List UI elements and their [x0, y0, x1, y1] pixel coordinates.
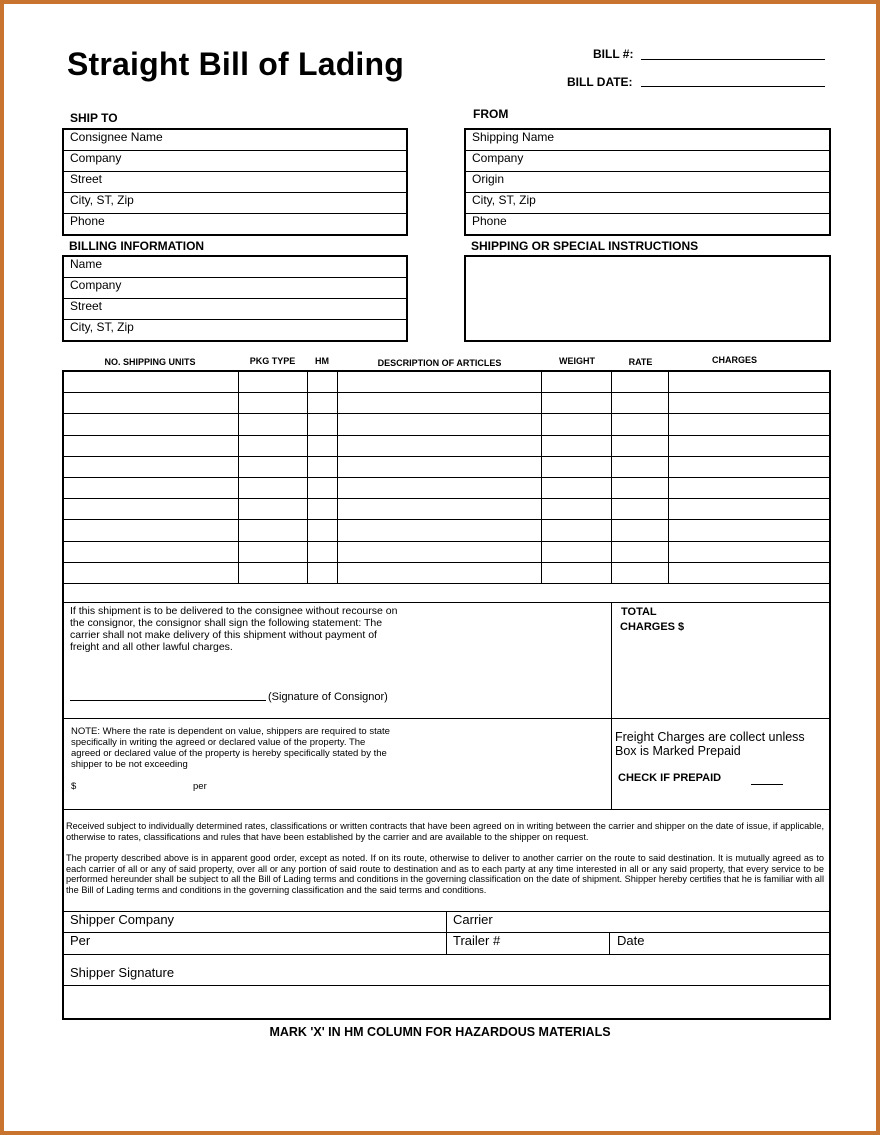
table-cell[interactable]: [337, 562, 542, 583]
billing-name-field[interactable]: Name: [64, 257, 406, 278]
table-cell[interactable]: [542, 414, 612, 435]
table-cell[interactable]: [337, 520, 542, 541]
billing-box: [62, 255, 408, 342]
page-title: Straight Bill of Lading: [67, 46, 405, 82]
table-cell[interactable]: [307, 520, 337, 541]
prepaid-check-field[interactable]: [751, 784, 783, 785]
ship-to-heading: SHIP TO: [70, 111, 118, 125]
table-cell[interactable]: [307, 562, 337, 583]
table-cell[interactable]: [542, 541, 612, 562]
table-cell[interactable]: [64, 520, 239, 541]
table-cell[interactable]: [64, 562, 239, 583]
table-cell[interactable]: [542, 435, 612, 456]
table-cell[interactable]: [307, 541, 337, 562]
check-prepaid-label: CHECK IF PREPAID: [618, 772, 722, 784]
table-cell[interactable]: [307, 414, 337, 435]
table-cell[interactable]: [337, 499, 542, 520]
table-row: [64, 499, 830, 520]
from-origin-field[interactable]: Origin: [466, 172, 829, 193]
table-cell[interactable]: [612, 456, 669, 477]
table-row: [64, 393, 830, 414]
divider: [63, 718, 830, 719]
table-cell[interactable]: [307, 477, 337, 498]
table-cell[interactable]: [337, 414, 542, 435]
ship-to-company-field[interactable]: Company: [64, 151, 406, 172]
instructions-heading: SHIPPING OR SPECIAL INSTRUCTIONS: [471, 239, 699, 253]
divider: [63, 985, 830, 986]
table-row: [64, 477, 830, 498]
table-cell[interactable]: [542, 499, 612, 520]
table-cell[interactable]: [542, 562, 612, 583]
divider: [609, 932, 610, 954]
terms-paragraph-2: The property described above is in apparent good order, except as noted. If on its route, otherwise to deliver to another carrier on the route to said destination. It is mutually agreed as to each carrier of all or any of said property, over all or any portion of said route to destination and as to each party at any time interested in all or any said property, that every service to be performed hereunder shall be subject to all the Bill of Lading terms and conditions in the governing classification on the date of shipment. Shipper hereby certifies that he is familiar with all the Bill of Lading terms and conditions in the governing classification and the said terms and conditions.: [66, 853, 824, 895]
declared-value-note: NOTE: Where the rate is dependent on value, shippers are required to state specifically in writing the agreed or declared value of the property. The agreed or declared value of the property is hereby specifically stated by the shipper to be not exceeding: [71, 726, 390, 770]
table-cell[interactable]: [337, 372, 542, 393]
items-table: [63, 371, 830, 584]
declared-value-dollar: $: [71, 781, 77, 792]
ship-to-box: [62, 128, 408, 236]
table-cell[interactable]: [337, 435, 542, 456]
from-phone-field[interactable]: Phone: [472, 214, 507, 228]
divider: [611, 602, 612, 809]
table-cell[interactable]: [238, 372, 307, 393]
from-box: [464, 128, 831, 236]
table-cell[interactable]: [612, 520, 669, 541]
freight-collect-text: Freight Charges are collect unless Box is Marked Prepaid: [615, 730, 805, 758]
carrier-field[interactable]: Carrier: [453, 912, 493, 927]
table-cell[interactable]: [612, 477, 669, 498]
bill-number-label: BILL #:: [593, 47, 634, 61]
table-cell[interactable]: [612, 372, 669, 393]
table-cell[interactable]: [337, 477, 542, 498]
ship-to-city-field[interactable]: City, ST, Zip: [64, 193, 406, 214]
table-cell[interactable]: [238, 414, 307, 435]
billing-company-field[interactable]: Company: [64, 278, 406, 299]
bill-date-field[interactable]: [641, 86, 825, 87]
trailer-field[interactable]: Trailer #: [453, 933, 501, 948]
table-cell[interactable]: [542, 393, 612, 414]
instructions-field[interactable]: [464, 255, 831, 342]
from-city-field[interactable]: City, ST, Zip: [466, 193, 829, 214]
consignor-signature-field[interactable]: [70, 700, 266, 701]
table-cell[interactable]: [669, 477, 830, 498]
per-field[interactable]: Per: [70, 933, 91, 948]
table-cell[interactable]: [64, 435, 239, 456]
table-cell[interactable]: [542, 520, 612, 541]
table-cell[interactable]: [238, 499, 307, 520]
billing-street-field[interactable]: Street: [64, 299, 406, 320]
total-label: TOTAL: [621, 606, 657, 618]
billing-city-field[interactable]: City, ST, Zip: [70, 320, 134, 334]
table-cell[interactable]: [612, 435, 669, 456]
table-cell[interactable]: [238, 477, 307, 498]
table-cell[interactable]: [64, 393, 239, 414]
table-cell[interactable]: [337, 541, 542, 562]
col-description: DESCRIPTION OF ARTICLES: [377, 358, 502, 368]
table-cell[interactable]: [612, 541, 669, 562]
table-row: [64, 435, 830, 456]
divider: [446, 911, 447, 954]
divider: [63, 954, 830, 955]
table-cell[interactable]: [542, 477, 612, 498]
table-cell[interactable]: [64, 499, 239, 520]
col-charges: CHARGES: [711, 355, 757, 365]
terms-paragraph-1: Received subject to individually determined rates, classifications or written contracts that have been agreed on in writing between the carrier and shipper on the date of issue, if applicable, otherwise to rates, classifications and rules that have been established by the carrier and are available to the shipper on request.: [66, 821, 824, 842]
table-cell[interactable]: [64, 541, 239, 562]
bill-number-field[interactable]: [641, 59, 825, 60]
ship-to-phone-field[interactable]: Phone: [70, 214, 105, 228]
table-cell[interactable]: [307, 456, 337, 477]
table-cell[interactable]: [64, 372, 239, 393]
table-cell[interactable]: [669, 520, 830, 541]
table-cell[interactable]: [612, 414, 669, 435]
table-cell[interactable]: [238, 520, 307, 541]
consignor-signature-label: (Signature of Consignor): [268, 691, 388, 703]
table-row: [64, 456, 830, 477]
table-cell[interactable]: [337, 393, 542, 414]
table-cell[interactable]: [307, 499, 337, 520]
table-cell[interactable]: [307, 372, 337, 393]
shipper-company-field[interactable]: Shipper Company: [70, 912, 175, 927]
shipper-signature-field[interactable]: Shipper Signature: [70, 965, 175, 980]
bill-date-label: BILL DATE:: [567, 75, 633, 89]
consignor-statement: If this shipment is to be delivered to the consignee without recourse on the consignor, the consignor shall sign the following statement: The carrier shall not make delivery of this shipment without payment of freight and all other lawful charges.: [70, 605, 398, 653]
date-field[interactable]: Date: [617, 933, 645, 948]
declared-value-per: per: [193, 781, 207, 792]
col-shipping-units: NO. SHIPPING UNITS: [104, 357, 196, 367]
col-rate: RATE: [628, 357, 653, 367]
table-cell[interactable]: [238, 541, 307, 562]
table-cell[interactable]: [669, 393, 830, 414]
table-cell[interactable]: [669, 372, 830, 393]
from-shipping-name-field[interactable]: Shipping Name: [466, 130, 829, 151]
col-pkg-type: PKG TYPE: [249, 356, 296, 366]
table-cell[interactable]: [238, 456, 307, 477]
table-row: [64, 562, 830, 583]
col-hm: HM: [315, 356, 329, 366]
table-cell[interactable]: [669, 562, 830, 583]
hazmat-footer-note: MARK 'X' IN HM COLUMN FOR HAZARDOUS MATERIALS: [269, 1025, 611, 1039]
table-row: [64, 541, 830, 562]
table-row: [64, 372, 830, 393]
table-cell[interactable]: [542, 456, 612, 477]
from-company-field[interactable]: Company: [466, 151, 829, 172]
table-cell[interactable]: [669, 456, 830, 477]
col-weight: WEIGHT: [559, 356, 595, 366]
from-heading: FROM: [473, 107, 509, 121]
table-cell[interactable]: [238, 562, 307, 583]
table-cell[interactable]: [669, 435, 830, 456]
total-charges-label: CHARGES $: [620, 621, 685, 633]
table-cell[interactable]: [307, 393, 337, 414]
table-cell[interactable]: [669, 541, 830, 562]
table-row: [64, 520, 830, 541]
table-cell[interactable]: [612, 393, 669, 414]
table-cell[interactable]: [238, 435, 307, 456]
divider: [63, 809, 830, 810]
table-cell[interactable]: [307, 435, 337, 456]
table-cell[interactable]: [64, 414, 239, 435]
table-cell[interactable]: [238, 393, 307, 414]
table-cell[interactable]: [542, 372, 612, 393]
table-cell[interactable]: [337, 456, 542, 477]
table-cell[interactable]: [64, 456, 239, 477]
table-cell[interactable]: [612, 499, 669, 520]
divider: [63, 602, 830, 603]
table-cell[interactable]: [64, 477, 239, 498]
table-cell[interactable]: [612, 562, 669, 583]
billing-heading: BILLING INFORMATION: [69, 239, 205, 253]
ship-to-consignee-field[interactable]: Consignee Name: [64, 130, 406, 151]
table-cell[interactable]: [669, 414, 830, 435]
ship-to-street-field[interactable]: Street: [64, 172, 406, 193]
table-cell[interactable]: [669, 499, 830, 520]
table-row: [64, 414, 830, 435]
